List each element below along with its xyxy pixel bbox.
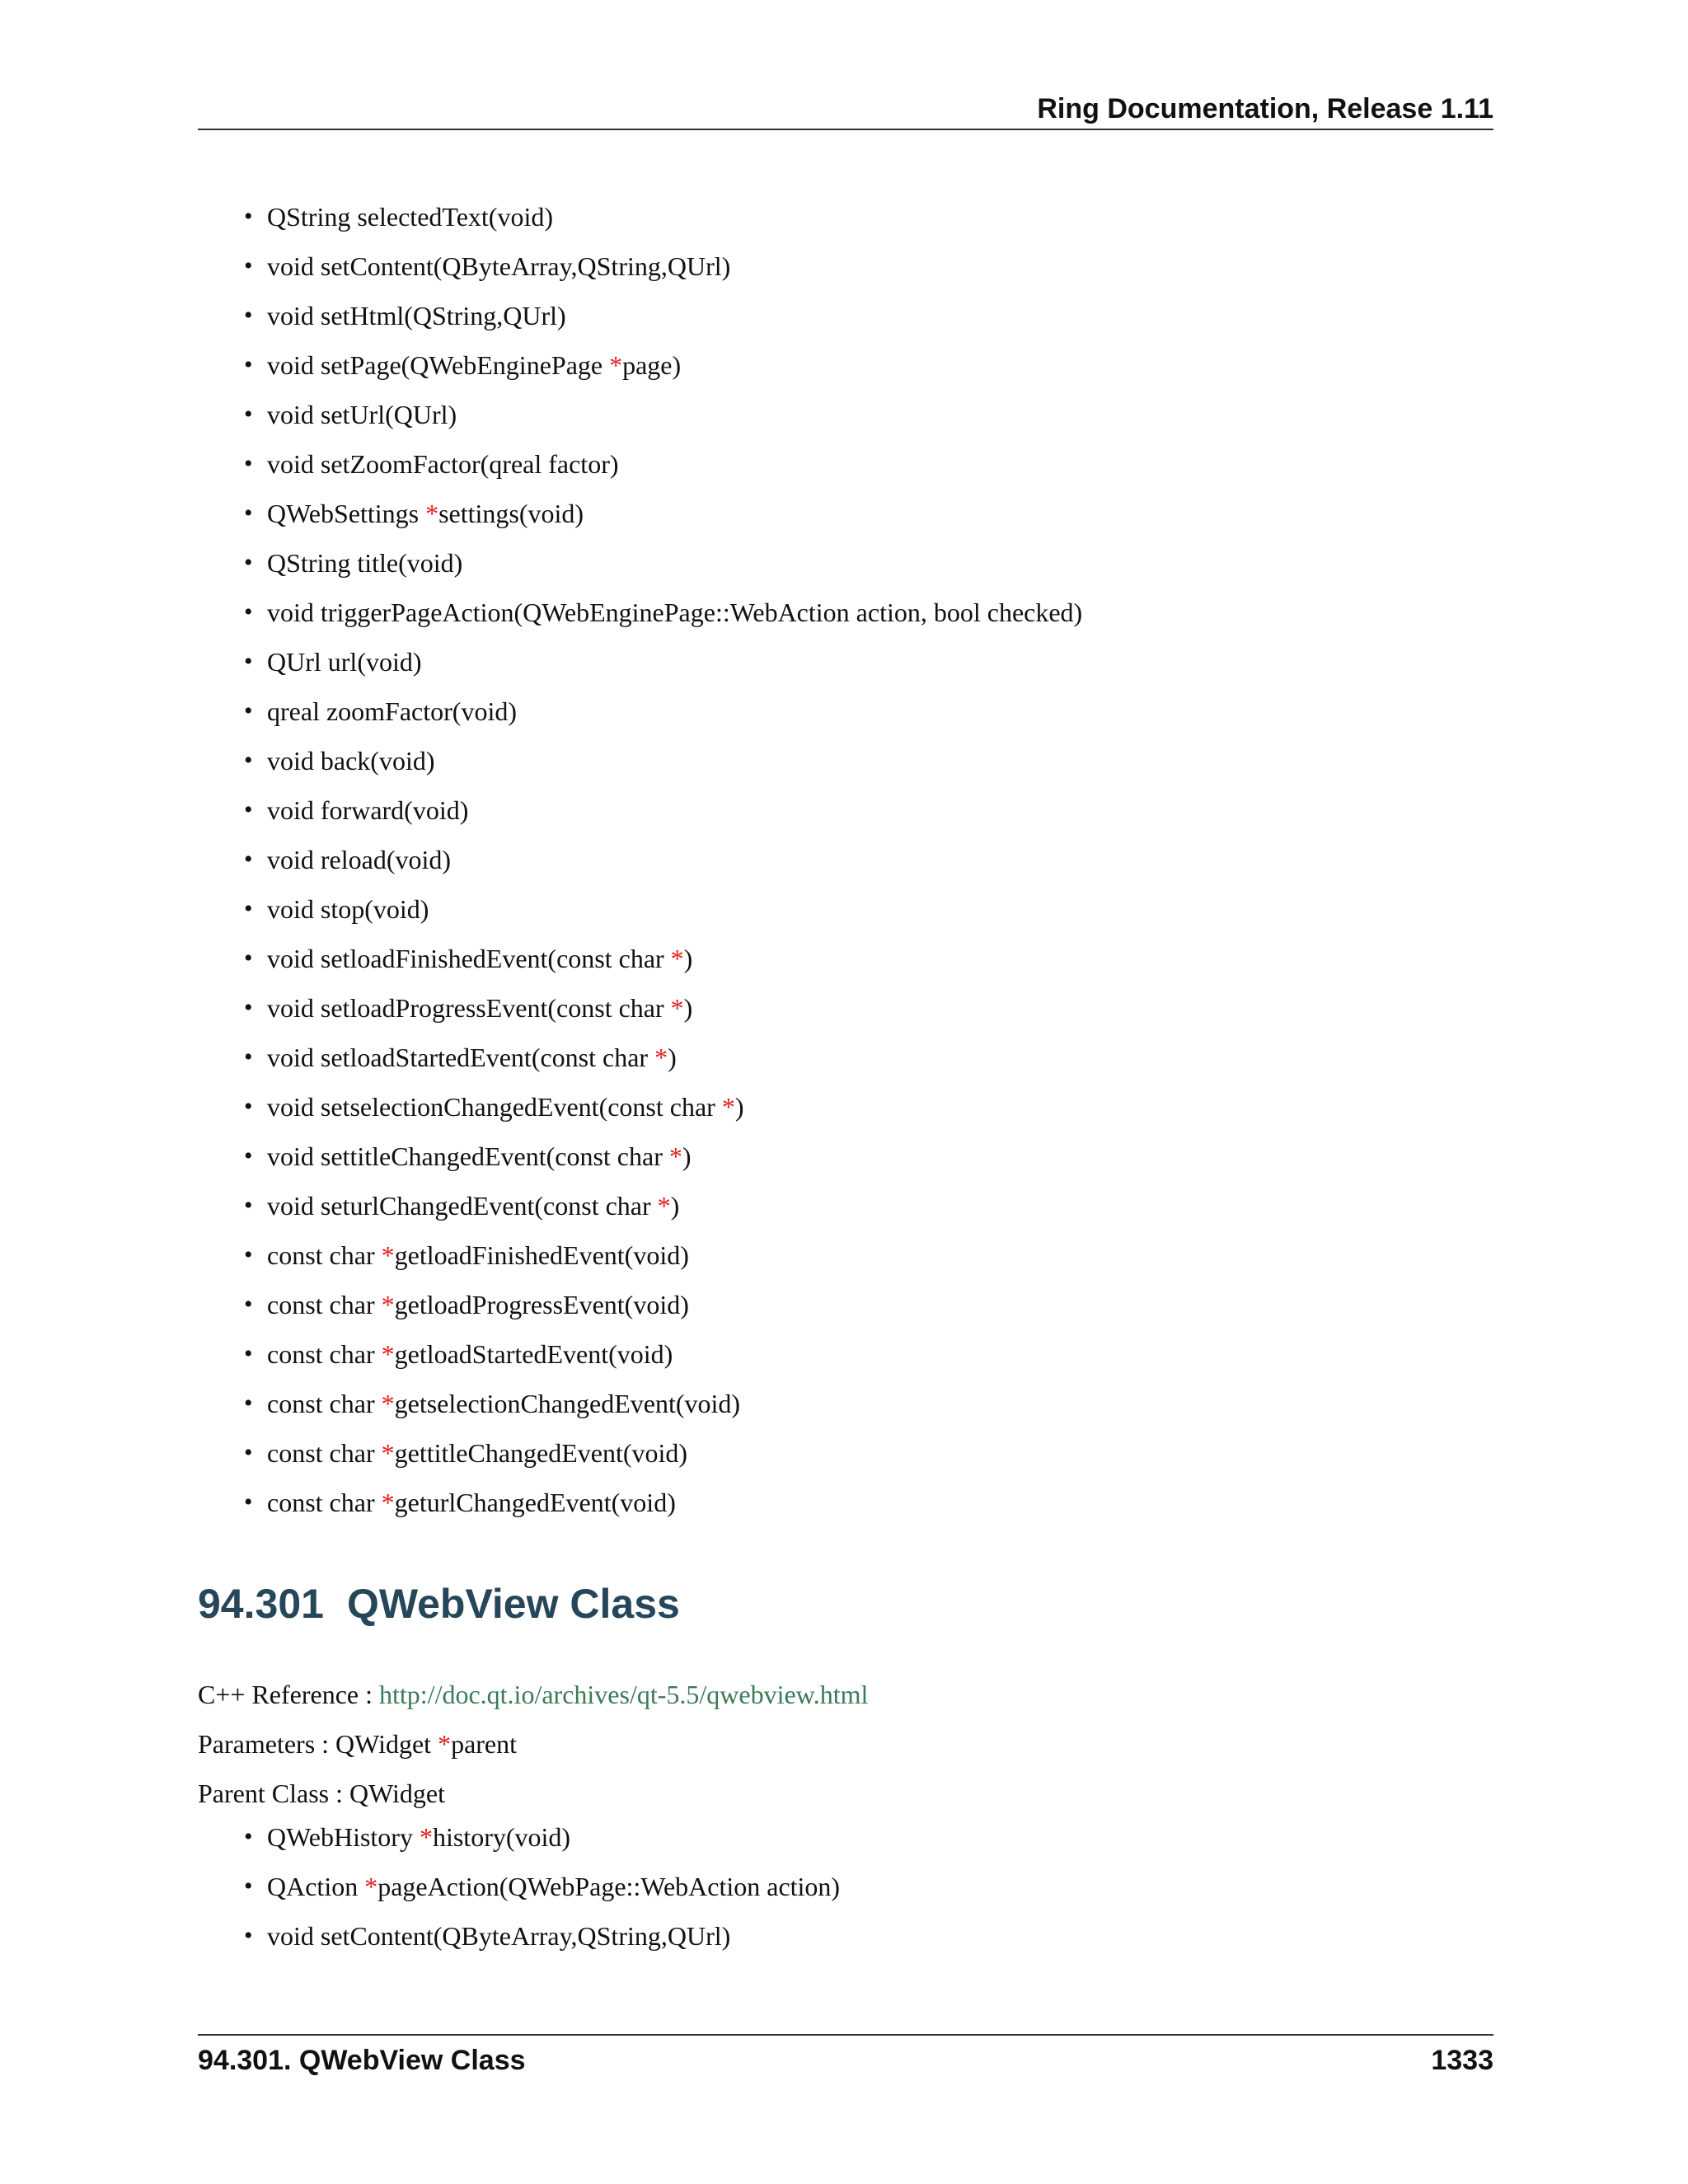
list-item <box>244 1139 1480 1188</box>
item-text-suffix: ) <box>668 1043 677 1072</box>
pointer-star: * <box>381 1240 395 1270</box>
item-text: void setselectionChangedEvent(const char <box>267 1092 722 1122</box>
list-item <box>244 842 1480 892</box>
pointer-star: * <box>657 1191 671 1221</box>
item-text: void setloadProgressEvent(const char <box>267 993 671 1023</box>
item-text: void setPage(QWebEnginePage <box>267 350 610 380</box>
list-item <box>244 298 1480 348</box>
item-text: qreal zoomFactor(void) <box>267 696 517 726</box>
list-item <box>244 1919 1480 1968</box>
item-text: const char <box>267 1339 382 1369</box>
item-text: void setZoomFactor(qreal factor) <box>267 449 619 479</box>
item-text-suffix: ) <box>682 1141 692 1171</box>
cpp-reference-link[interactable]: http://doc.qt.io/archives/qt-5.5/qwebview.html <box>379 1680 869 1709</box>
list-item <box>244 1337 1480 1386</box>
pointer-star: * <box>381 1389 395 1418</box>
pointer-star: * <box>381 1438 395 1468</box>
item-text: void reload(void) <box>267 845 452 874</box>
item-text: void setUrl(QUrl) <box>267 400 457 429</box>
item-text: const char <box>267 1438 382 1468</box>
item-text-suffix: getloadProgressEvent(void) <box>394 1290 689 1319</box>
pointer-star: * <box>654 1043 668 1072</box>
item-text: void setHtml(QString,QUrl) <box>267 301 566 330</box>
list-item <box>244 1485 1480 1535</box>
item-text-suffix: ) <box>683 944 693 973</box>
item-text: void setContent(QByteArray,QString,QUrl) <box>267 1921 731 1951</box>
list-item <box>244 1238 1480 1287</box>
list-item <box>244 199 1480 249</box>
pointer-star: * <box>381 1488 395 1517</box>
list-item <box>244 1188 1480 1238</box>
item-text-suffix: ) <box>683 993 693 1023</box>
item-text: QUrl url(void) <box>267 647 422 677</box>
item-text: const char <box>267 1488 382 1517</box>
list-item <box>244 743 1480 793</box>
item-text: const char <box>267 1389 382 1418</box>
item-text: void setloadFinishedEvent(const char <box>267 944 671 973</box>
list-item <box>244 694 1480 743</box>
list-item <box>244 793 1480 842</box>
item-text: void seturlChangedEvent(const char <box>267 1191 658 1221</box>
list-item <box>244 496 1480 546</box>
item-text-suffix: settings(void) <box>438 499 584 528</box>
pointer-star: * <box>425 499 439 528</box>
parameters-line <box>198 1727 517 1761</box>
page-footer <box>198 2034 1493 2085</box>
item-text-suffix: page) <box>622 350 682 380</box>
section-title: QWebView Class <box>346 1581 680 1627</box>
parameters-name: parent <box>451 1729 518 1759</box>
list-item <box>244 447 1480 496</box>
section-number: 94.301 <box>198 1581 324 1627</box>
list-item <box>244 348 1480 397</box>
list-item <box>244 1287 1480 1337</box>
item-text: QWebHistory <box>267 1822 420 1852</box>
item-text-suffix: ) <box>734 1092 744 1122</box>
item-text: void stop(void) <box>267 894 429 924</box>
item-text-suffix: getloadFinishedEvent(void) <box>394 1240 689 1270</box>
item-text-suffix: pageAction(QWebPage::WebAction action) <box>377 1872 841 1901</box>
parent-class-line: Parent Class : QWidget <box>198 1779 445 1808</box>
item-text-suffix: getloadStartedEvent(void) <box>394 1339 673 1369</box>
list-item <box>244 249 1480 298</box>
list-item <box>244 991 1480 1040</box>
cpp-reference-line <box>198 1677 868 1712</box>
pointer-star: * <box>419 1822 433 1852</box>
list-item <box>244 1436 1480 1485</box>
list-item <box>244 1090 1480 1139</box>
page-number: 1333 <box>1431 2045 1493 2076</box>
item-text: void forward(void) <box>267 795 469 825</box>
pointer-star: * <box>364 1872 378 1901</box>
document-title: Ring Documentation, Release 1.11 <box>1037 93 1493 124</box>
method-list-top <box>244 199 1480 1535</box>
footer-section-title: 94.301. QWebView Class <box>198 2045 526 2076</box>
item-text: void setloadStartedEvent(const char <box>267 1043 655 1072</box>
list-item <box>244 1386 1480 1436</box>
item-text-suffix: geturlChangedEvent(void) <box>394 1488 676 1517</box>
list-item <box>244 595 1480 644</box>
item-text: QWebSettings <box>267 499 426 528</box>
pointer-star: * <box>438 1729 452 1759</box>
list-item <box>244 644 1480 694</box>
method-list-bottom <box>244 1820 1480 1968</box>
item-text-suffix: gettitleChangedEvent(void) <box>394 1438 688 1468</box>
parameters-text: Parameters : QWidget <box>198 1729 438 1759</box>
list-item <box>244 1820 1480 1869</box>
item-text: void setContent(QByteArray,QString,QUrl) <box>267 251 731 281</box>
pointer-star: * <box>670 944 684 973</box>
pointer-star: * <box>609 350 623 380</box>
item-text: const char <box>267 1290 382 1319</box>
pointer-star: * <box>670 993 684 1023</box>
pointer-star: * <box>668 1141 682 1171</box>
pointer-star: * <box>721 1092 735 1122</box>
pointer-star: * <box>381 1339 395 1369</box>
cpp-reference-label: C++ Reference : <box>198 1680 379 1709</box>
list-item <box>244 1040 1480 1090</box>
list-item <box>244 1869 1480 1919</box>
item-text: void settitleChangedEvent(const char <box>267 1141 669 1171</box>
section-heading <box>198 1581 680 1627</box>
item-text: QString selectedText(void) <box>267 202 553 232</box>
item-text: void triggerPageAction(QWebEnginePage::WebAction action, bool checked) <box>267 598 1083 627</box>
item-text-suffix: history(void) <box>432 1822 571 1852</box>
list-item <box>244 941 1480 991</box>
item-text-suffix: ) <box>670 1191 680 1221</box>
item-text: void back(void) <box>267 746 435 776</box>
list-item <box>244 546 1480 595</box>
item-text-suffix: getselectionChangedEvent(void) <box>394 1389 741 1418</box>
item-text: const char <box>267 1240 382 1270</box>
item-text: QAction <box>267 1872 365 1901</box>
list-item <box>244 892 1480 941</box>
item-text: QString title(void) <box>267 548 463 578</box>
pointer-star: * <box>381 1290 395 1319</box>
page-header <box>198 89 1493 130</box>
list-item <box>244 397 1480 447</box>
